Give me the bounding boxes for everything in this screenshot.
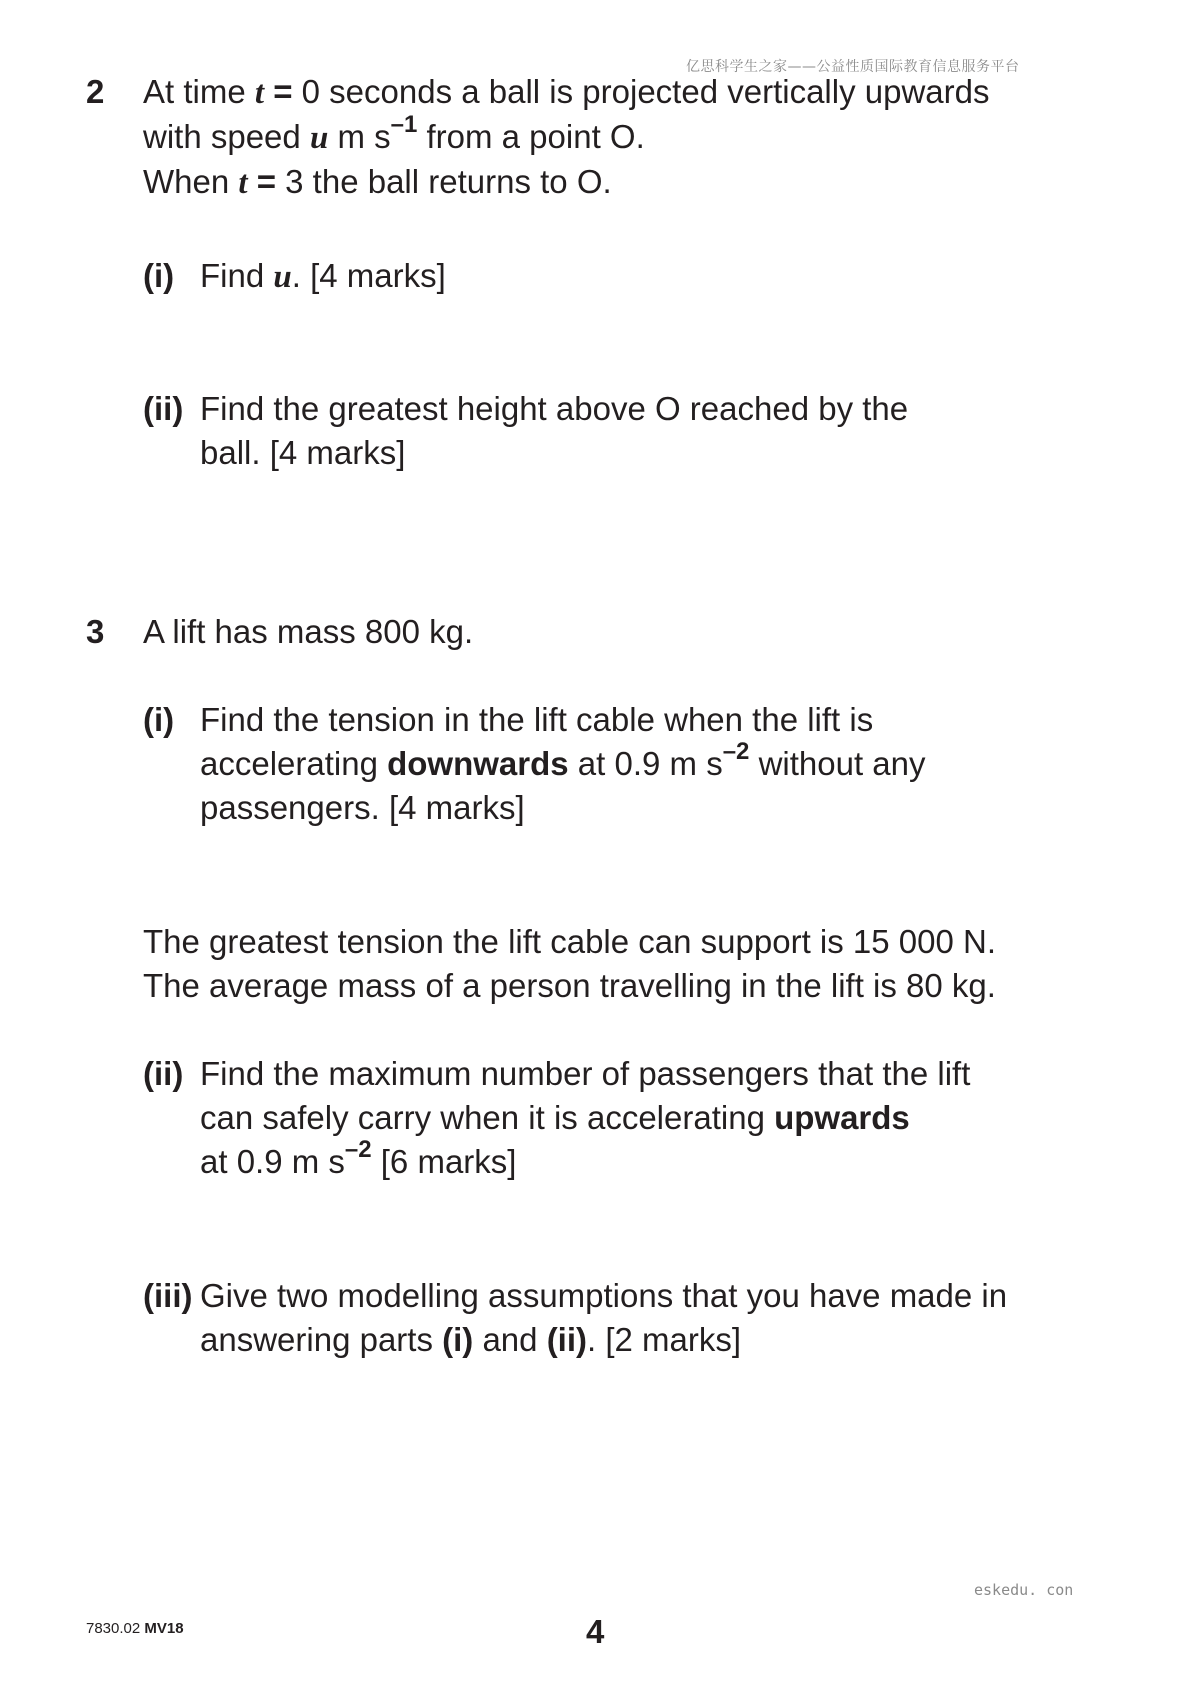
paper-code: 7830.02 MV18 [86,1620,184,1637]
part-label: (ii) [143,390,184,427]
part-text: Find the maximum number of passengers that the lift can safely carry when it is accelerating upwards at 0.9 m $s^{-2}$ [6 marks] [200,1055,971,1180]
q2-line-2: with speed u m $s^{-1}$ from a point O. [143,111,645,156]
page-number: 4 [586,1613,605,1650]
part-label: (ii) [143,1055,184,1092]
part-text: Find u. [4 marks] [200,257,446,295]
q2-line-3: When t = 3 the ball returns to O. [143,163,612,201]
question-3-info: The greatest tension the lift cable can support is 15 000 N. The average mass of a person travelling in the lift is 80 kg. [143,923,997,1004]
question-3-number: 3 [86,613,105,650]
part-text: Give two modelling assumptions that you have made in answering parts (i) and (ii). [2 marks] [200,1277,1008,1358]
part-label: (i) [143,701,175,738]
part-text: Find the greatest height above O reached by the ball. [4 marks] [200,390,909,471]
part-label: (iii) [143,1277,193,1314]
q2-line-1: At time t = 0 seconds a ball is projected vertically upwards [143,73,990,111]
watermark-top: 亿思科学生之家——公益性质国际教育信息服务平台 [686,59,1020,75]
question-2-stem [143,70,989,205]
question-2-number: 2 [86,73,105,110]
part-label: (i) [143,257,175,294]
question-3-intro: A lift has mass 800 kg. [143,613,474,650]
watermark-bottom: eskedu. con [974,1581,1074,1599]
part-text: Find the tension in the lift cable when the lift is accelerating downwards at 0.9 m $s^{-2}$ without any passengers. [4 marks] [200,701,926,826]
